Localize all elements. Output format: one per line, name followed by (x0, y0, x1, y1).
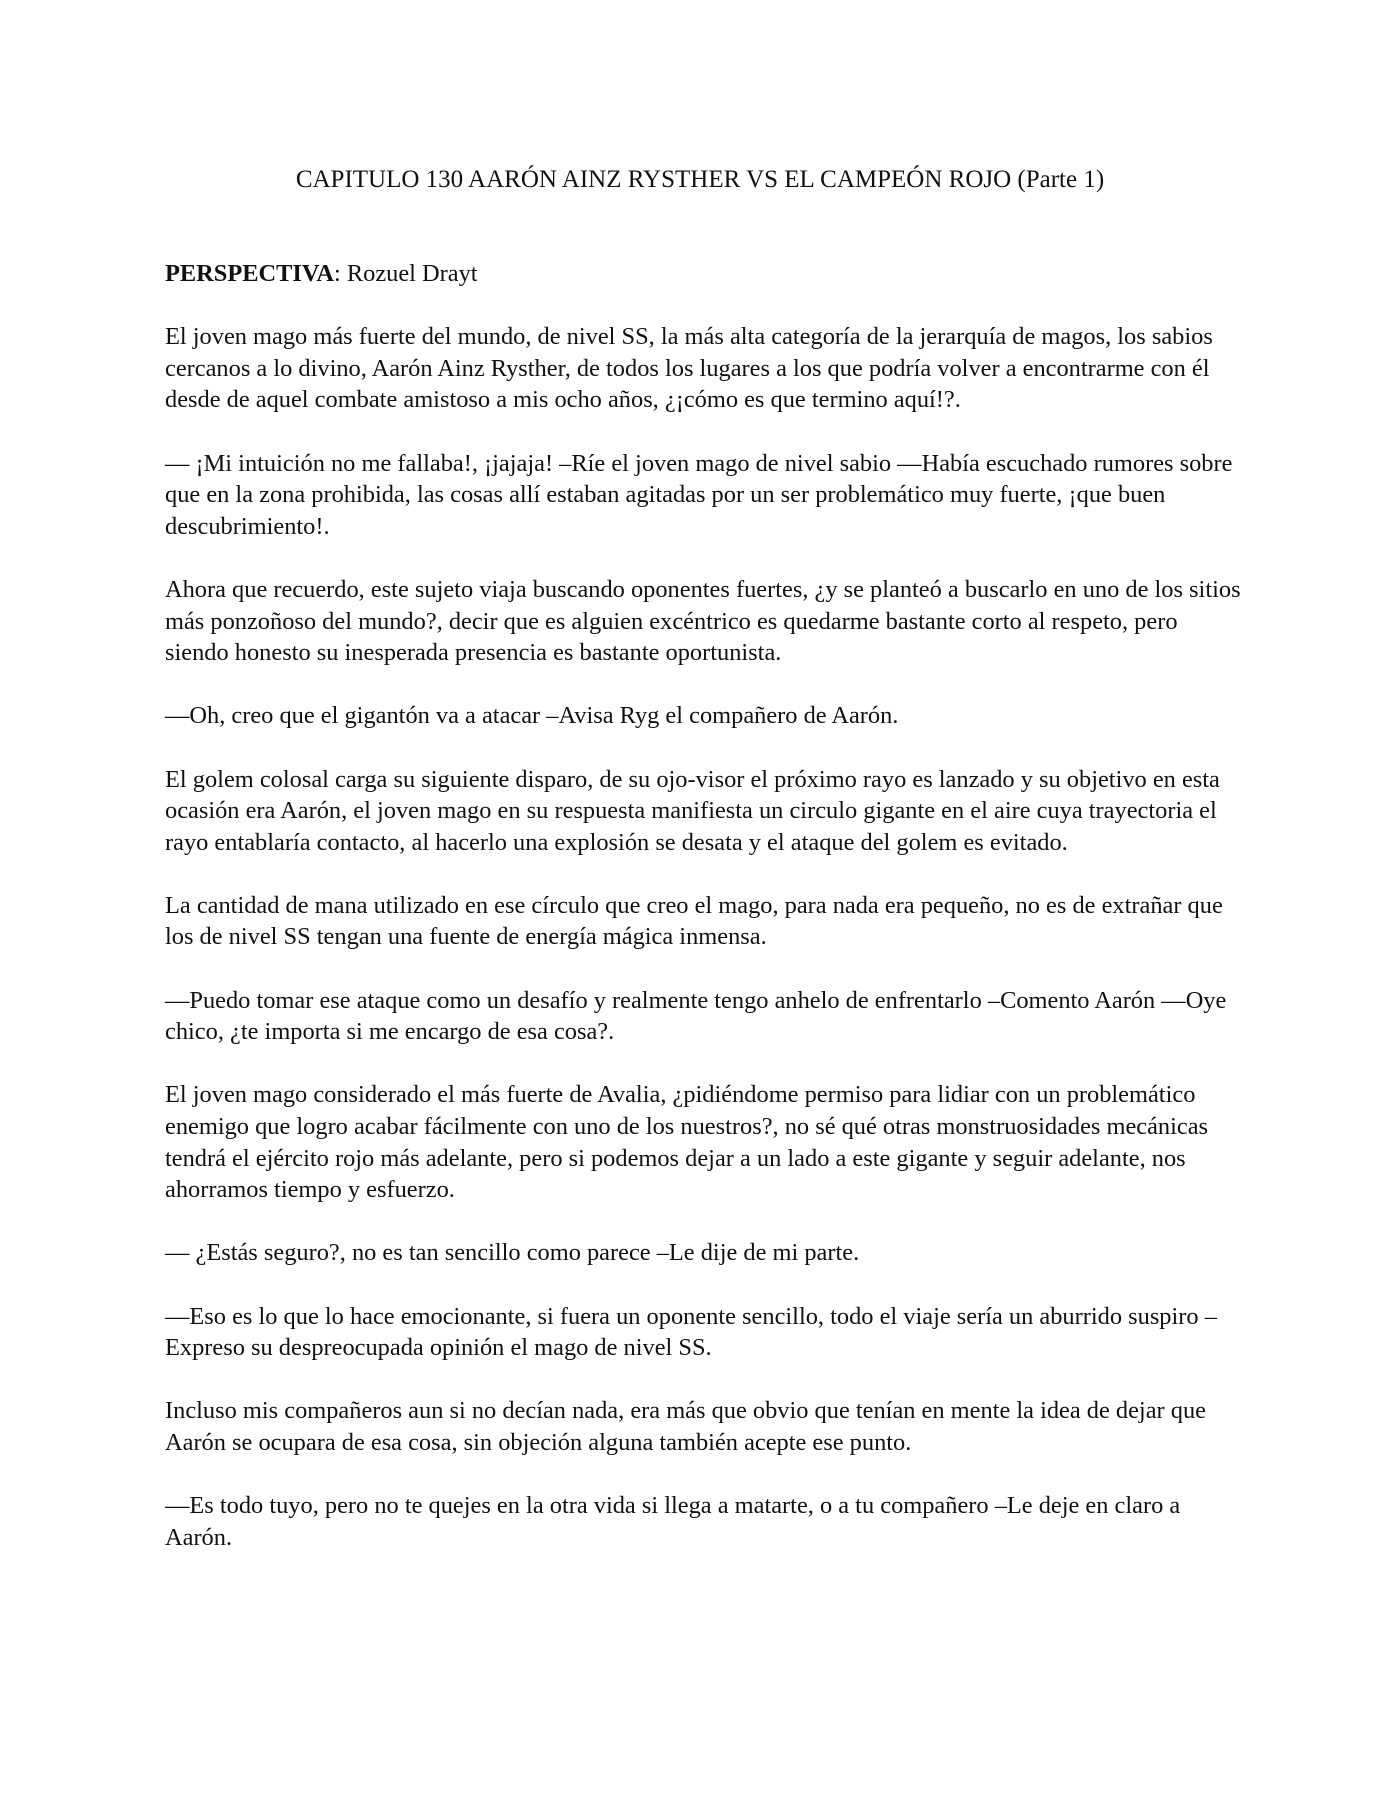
paragraph: El joven mago más fuerte del mundo, de nivel SS, la más alta categoría de la jerarquía de magos, los sabios cercanos a lo divino, Aarón Ainz Rysther, de todos los lugares a los que podría volver a encontrarme con él desde de aquel combate amistoso a mis ocho años, ¿¡cómo es que termino aquí!?. (165, 323, 1213, 414)
paragraph: —Puedo tomar ese ataque como un desafío y realmente tengo anhelo de enfrentarlo –Comento Aarón —Oye chico, ¿te importa si me encargo de esa cosa?. (165, 986, 1227, 1046)
paragraph: — ¡Mi intuición no me fallaba!, ¡jajaja! –Ríe el joven mago de nivel sabio —Había escuchado rumores sobre que en la zona prohibida, las cosas allí estaban agitadas por un ser problemático muy fuerte, ¡que buen descubrimiento!. (165, 449, 1233, 540)
paragraph: — ¿Estás seguro?, no es tan sencillo como parece –Le dije de mi parte. (165, 1239, 860, 1267)
perspective-value: Rozuel Drayt (340, 260, 478, 287)
perspective-separator: : (333, 260, 341, 287)
paragraph: —Es todo tuyo, pero no te quejes en la otra vida si llega a matarte, o a tu compañero –Le deje en claro a Aarón. (165, 1492, 1181, 1551)
chapter-body (165, 258, 1245, 1585)
perspective-line (165, 258, 1245, 290)
chapter-title: CAPITULO 130 AARÓN AINZ RYSTHER VS EL CAMPEÓN ROJO (Parte 1) (295, 166, 1105, 193)
paragraph: El joven mago considerado el más fuerte de Avalia, ¿pidiéndome permiso para lidiar con un problemático enemigo que logro acabar fácilmente con uno de los nuestros?, no sé qué otras monstruosidades mecánicas tendrá el ejército rojo más adelante, pero si podemos dejar a un lado a este gigante y seguir adelante, nos ahorramos tiempo y esfuerzo. (165, 1081, 1209, 1204)
perspective-label: PERSPECTIVA (165, 260, 334, 287)
paragraph: La cantidad de mana utilizado en ese círculo que creo el mago, para nada era pequeño, no es de extrañar que los de nivel SS tengan una fuente de energía mágica inmensa. (165, 891, 1223, 951)
paragraph: El golem colosal carga su siguiente disparo, de su ojo-visor el próximo rayo es lanzado y su objetivo en esta ocasión era Aarón, el joven mago en su respuesta manifiesta un circulo gigante en el aire cuya trayectoria el rayo entablaría contacto, al hacerlo una explosión se desata y el ataque del golem es evitado. (165, 765, 1220, 856)
paragraph: Incluso mis compañeros aun si no decían nada, era más que obvio que tenían en mente la idea de dejar que Aarón se ocupara de esa cosa, sin objeción alguna también acepte ese punto. (165, 1397, 1206, 1456)
paragraph: —Eso es lo que lo hace emocionante, si fuera un oponente sencillo, todo el viaje sería un aburrido suspiro –Expreso su despreocupada opinión el mago de nivel SS. (165, 1302, 1217, 1362)
paragraph: Ahora que recuerdo, este sujeto viaja buscando oponentes fuertes, ¿y se planteó a buscarlo en uno de los sitios más ponzoñoso del mundo?, decir que es alguien excéntrico es quedarme bastante corto al respeto, pero siendo honesto su inesperada presencia es bastante oportunista. (165, 575, 1241, 667)
paragraph: —Oh, creo que el gigantón va a atacar –Avisa Ryg el compañero de Aarón. (165, 702, 899, 730)
